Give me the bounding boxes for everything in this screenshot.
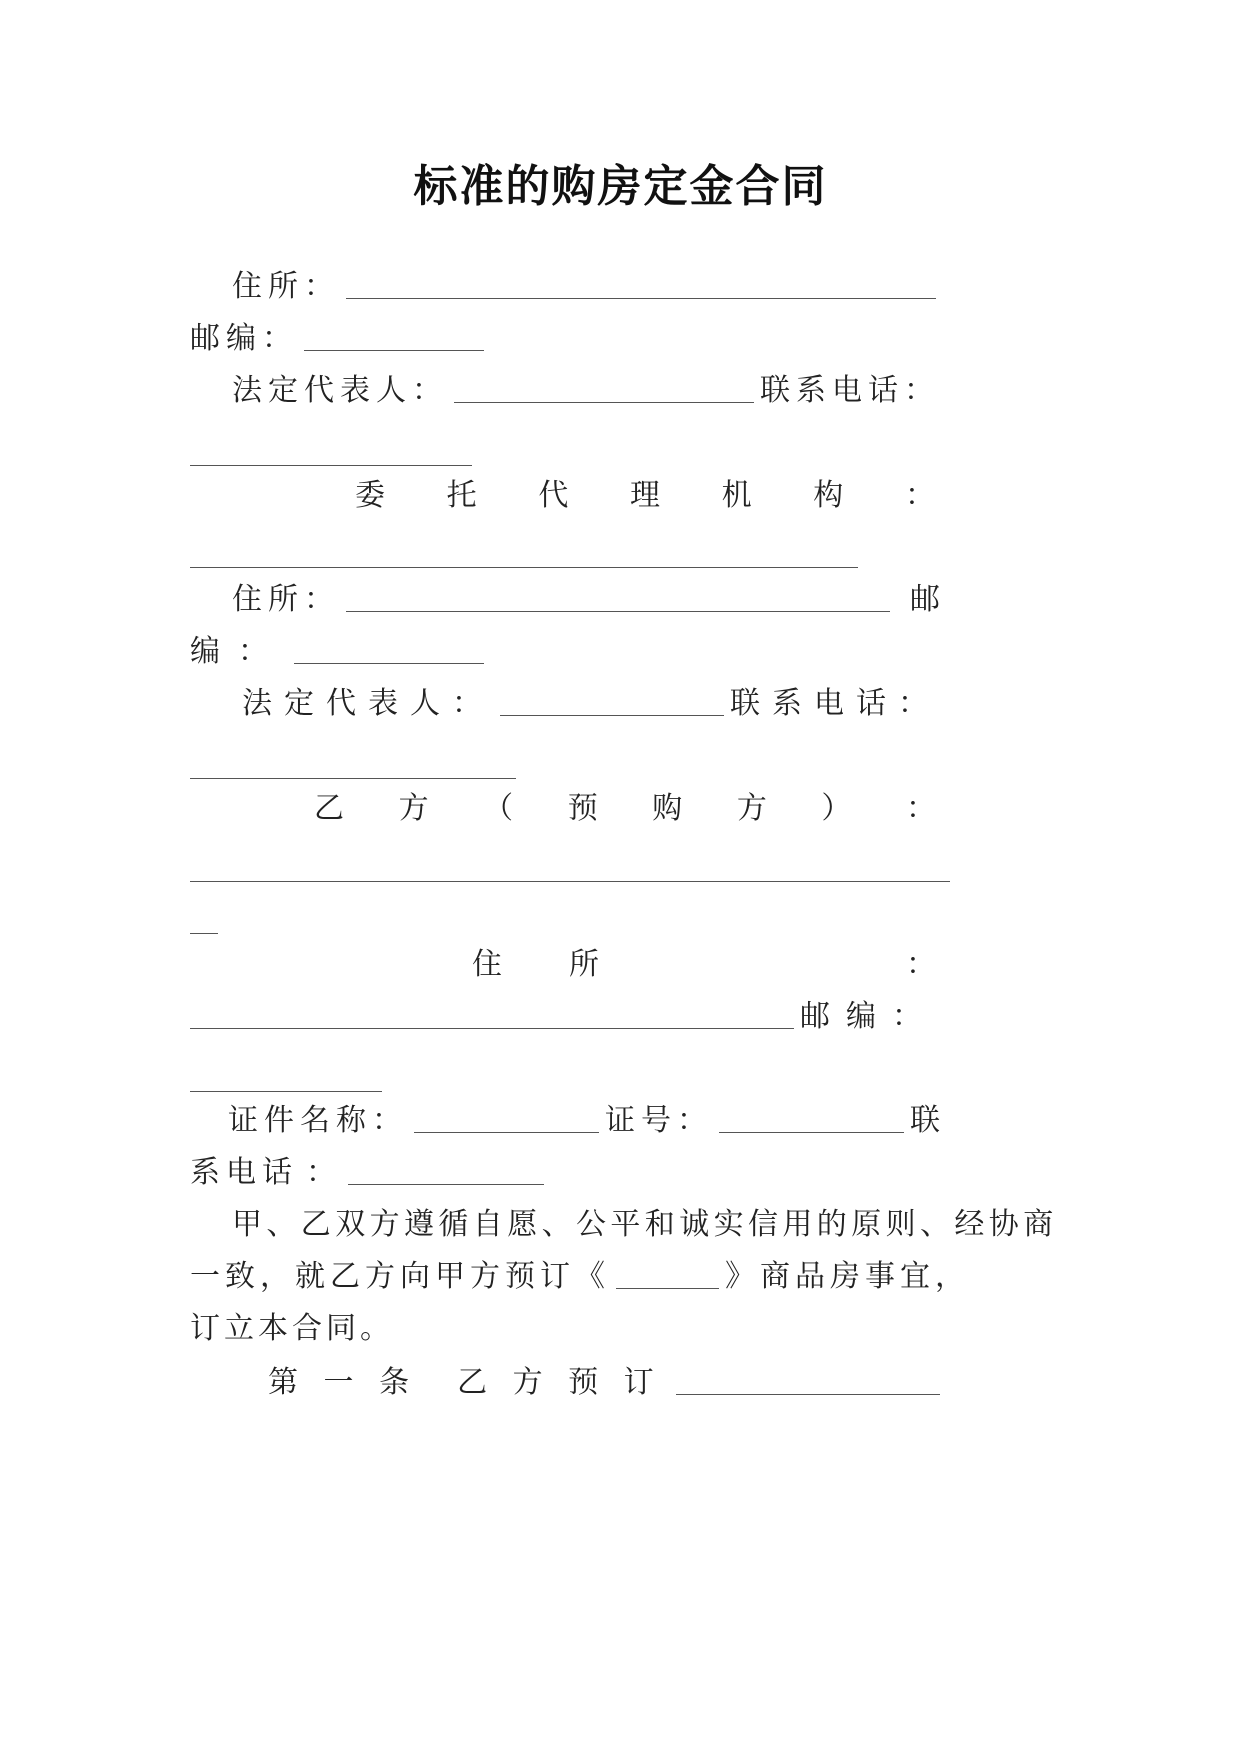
party-b-address-row xyxy=(472,931,936,991)
property-name-blank[interactable] xyxy=(616,1258,719,1289)
legal-rep-blank[interactable] xyxy=(500,685,724,716)
agency-char: ： xyxy=(904,478,935,513)
party-b-char: 方 xyxy=(736,791,767,826)
postcode-blank[interactable] xyxy=(304,320,484,351)
agency-char: 代 xyxy=(538,478,569,513)
agency-char: 机 xyxy=(721,478,752,513)
legal-rep-row-1 xyxy=(232,357,940,417)
contact-phone-blank[interactable] xyxy=(190,748,516,779)
legal-rep-row-2 xyxy=(242,670,940,730)
postcode-label: 邮编： xyxy=(190,321,298,356)
agency-char: 委 xyxy=(355,478,385,513)
address-blank[interactable] xyxy=(346,268,936,299)
address-label: 住所： xyxy=(232,582,340,617)
agency-blank[interactable] xyxy=(190,537,858,568)
legal-rep-label: 法定代表人： xyxy=(242,686,494,721)
party-b-postcode-row xyxy=(190,983,938,1043)
party-b-char: （ xyxy=(483,791,514,826)
address-blank[interactable] xyxy=(190,998,794,1029)
id-row xyxy=(228,1087,940,1147)
address-label: 住所： xyxy=(232,269,340,304)
address-blank[interactable] xyxy=(346,581,890,612)
agency-char: 托 xyxy=(446,478,477,513)
party-b-blank[interactable] xyxy=(190,851,950,882)
party-b-blank-row-2 xyxy=(190,888,230,948)
contact-phone-blank[interactable] xyxy=(348,1154,544,1185)
postcode-colon: ： xyxy=(238,634,268,669)
contact-phone-label: 联系电话： xyxy=(730,686,940,721)
article-1-label: 第 一 条 xyxy=(268,1365,418,1400)
contact-colon: ： xyxy=(306,1155,336,1190)
article-1-blank[interactable] xyxy=(676,1364,940,1395)
agency-row xyxy=(355,462,935,522)
address-char: 所 xyxy=(569,947,599,982)
address-char: ： xyxy=(906,947,936,982)
article-1-text: 乙 方 预 订 xyxy=(457,1365,662,1400)
agreement-text: 》商品房事宜， xyxy=(725,1259,970,1294)
postcode-char: 邮 xyxy=(910,582,940,617)
agreement-text: 甲、乙双方遵循自愿、公平和诚实信用的原则、经协商 xyxy=(232,1207,1058,1242)
agency-char: 理 xyxy=(629,478,660,513)
contact-phone-blank[interactable] xyxy=(190,435,472,466)
agreement-line-3 xyxy=(190,1295,490,1355)
agreement-line-2 xyxy=(190,1243,970,1303)
agency-address-row xyxy=(232,566,940,626)
phone-row-3 xyxy=(190,1139,550,1199)
id-no-blank[interactable] xyxy=(719,1102,904,1133)
contract-title: 标准的购房定金合同 xyxy=(413,161,828,212)
postcode-char: 编 xyxy=(190,634,220,669)
postcode-label: 邮编： xyxy=(800,999,938,1034)
agreement-text: 一致，就乙方向甲方预订《 xyxy=(190,1259,610,1294)
legal-rep-label: 法定代表人： xyxy=(232,373,448,408)
party-a-address-row xyxy=(232,253,942,313)
party-b-char: 购 xyxy=(652,791,683,826)
agreement-line-1 xyxy=(232,1191,1058,1251)
address-char: 住 xyxy=(472,947,502,982)
contact-char: 联 xyxy=(910,1103,940,1138)
contact-phone-label: 联系电话： xyxy=(760,373,940,408)
party-b-row xyxy=(314,775,936,835)
legal-rep-blank[interactable] xyxy=(454,372,754,403)
party-b-char: ： xyxy=(905,791,936,826)
id-name-blank[interactable] xyxy=(414,1102,599,1133)
party-b-blank-continued[interactable] xyxy=(190,903,218,934)
party-b-char: ） xyxy=(821,791,852,826)
party-b-blank-row xyxy=(190,836,960,896)
party-b-char: 方 xyxy=(398,791,429,826)
agreement-text: 订立本合同。 xyxy=(190,1311,394,1346)
postcode-blank[interactable] xyxy=(294,633,484,664)
party-b-char: 乙 xyxy=(314,791,344,826)
postcode-row-2 xyxy=(190,618,490,678)
id-no-label: 证号： xyxy=(605,1103,713,1138)
contact-phone-label: 系电话 xyxy=(190,1155,298,1190)
party-b-char: 预 xyxy=(567,791,598,826)
article-1-row xyxy=(268,1349,940,1409)
postcode-row-1 xyxy=(190,305,490,365)
id-name-label: 证件名称： xyxy=(228,1103,408,1138)
agency-char: 构 xyxy=(813,478,844,513)
